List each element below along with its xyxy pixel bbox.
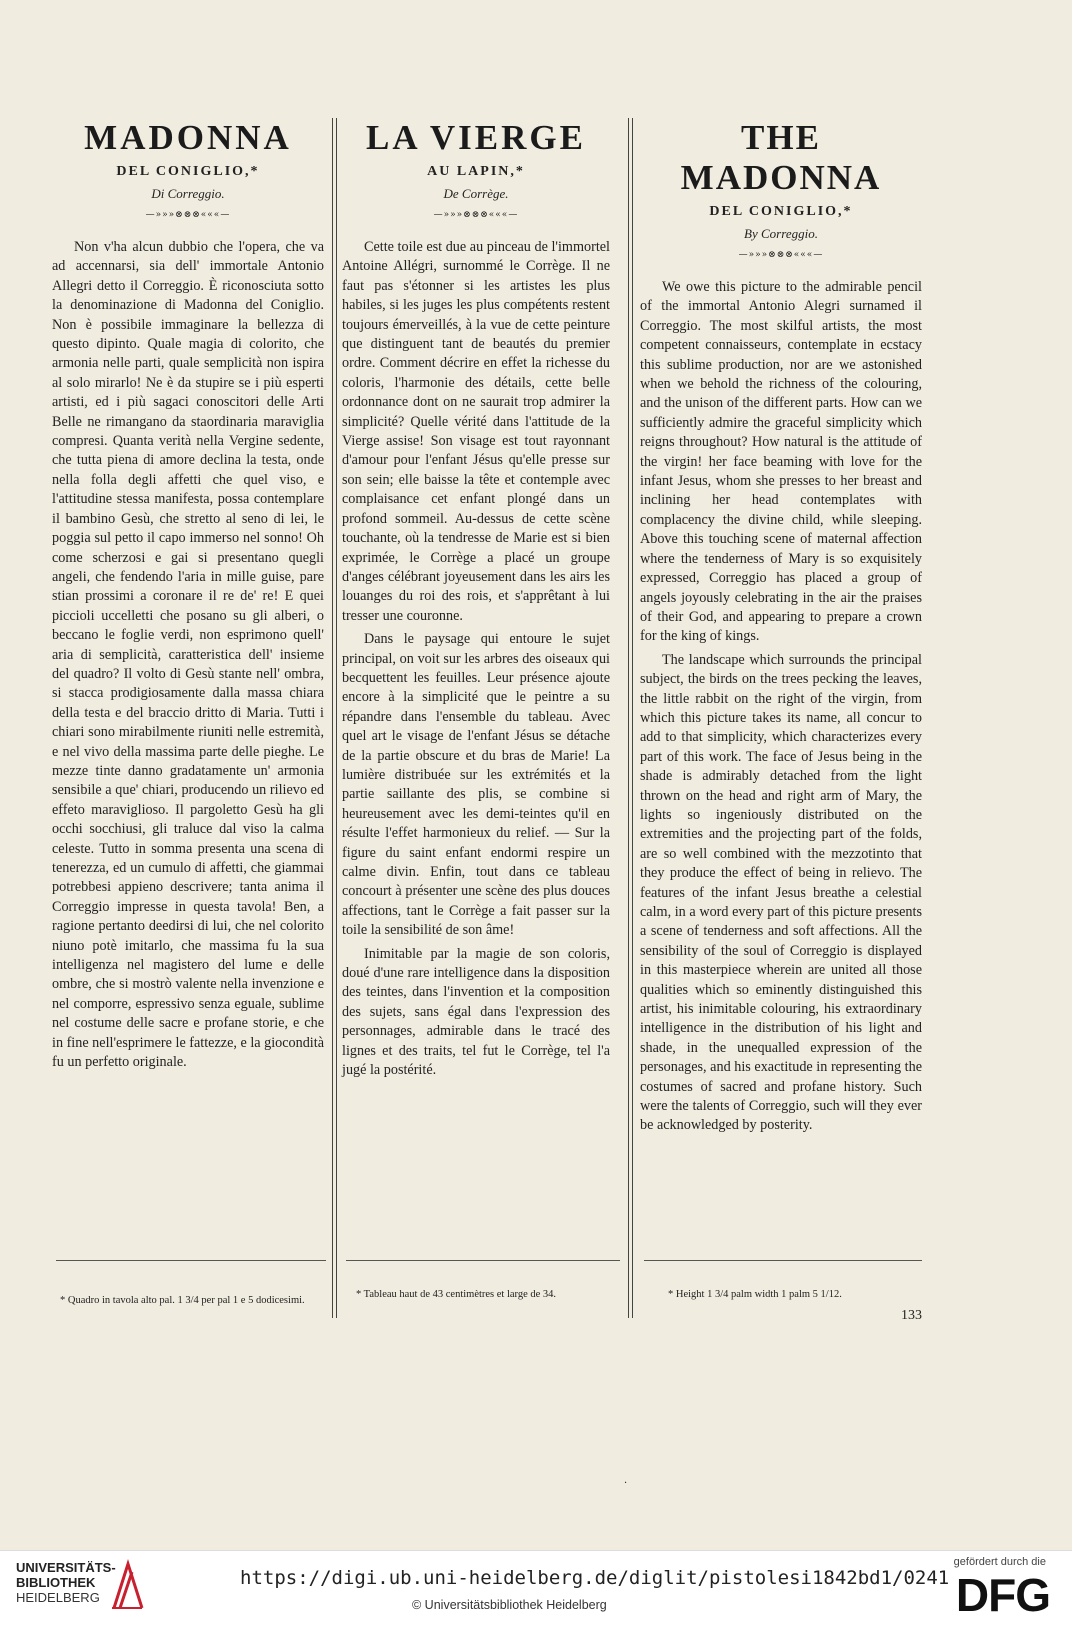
paragraph: Dans le paysage qui entoure le sujet principal, on voit sur les arbres des oiseaux qui becquettent les feuilles. Leur présence ajoute encore à la simplicité que le peintre a su répandre dans l'ensemble du tableau. Avec quel art le visage de l'enfant Jésus se détache de la partie obscure et du bras de Marie! La lumière distribuée sur les extrémités et la partie saillante des plis, se combine si heureusement avec les demi-teintes qu'il en résulte l'effet harmonieux du relief. — Sur la figure du saint enfant endormi respire un calme divin. Enfin, tout dans ce tableau concourt à présenter une scène des plus douces affections, tant le Corrège a fait passer sur la toile la sensibilité de son âme! bbox=[342, 631, 610, 939]
column-byline: De Corrège. bbox=[443, 186, 509, 201]
column-subtitle: AU LAPIN,* bbox=[427, 164, 525, 179]
column-body bbox=[52, 238, 324, 1072]
column-french bbox=[342, 118, 610, 1084]
column-divider bbox=[332, 118, 333, 1318]
column-title: MADONNA bbox=[84, 118, 292, 157]
footnote-rule bbox=[644, 1260, 922, 1261]
paragraph: Non v'ha alcun dubbio che l'opera, che va ad accennarsi, sia dell' immortale Antonio Allegri detto il Correggio. È riconosciuta sotto la denominazione di Madonna del Coniglio. Non è possibile immaginare la bellezza di questo dipinto. Quale magia di colorito, che armonia nelle parti, quale semplicità non ispira al solo mirarlo! Ne è da stupire se i più esperti artisti, ed i più sagaci conoscitori delle Arti Belle ne rimangano da staordinaria maraviglia compresi. Quanta verità nella Vergine sedente, che tutta piena di amore declina la testa, onde nella folla degli affetti che quel viso, e l'attitudine stessa manifesta, possa contemplare il bambino Gesù, che stretto al seno di lei, le poggia sul petto il capo immerso nel sonno! Oh come scherzosi e gai si presentano quegli angeli, che fendendo l'aria in mille guise, pare stian prossimi a coronare il re de' re! E quei piccioli uccelletti che posano su gli alberi, o beccano le foglie verdi, non esprimono quell' aria di semplicità, caratteristica dell' insieme del quadro? Il volto di Gesù stante nell' ombra, si stacca prodigiosamente dalla massa chiara della testa e del braccio dritto di Maria. Tutti i chiari sono mirabilmente riuniti nelle estremità, e nel vivo della massima parte delle pieghe. Le mezze tinte danno gradatamente un' armonia sensibile a que' chiari, producendo un rilievo ed effeto maraviglioso. Il pargoletto Gesù ha gli occhi socchiusi, gli traluce dal viso la calma celeste. Tutto in somma presenta una scena di tenerezza, ed un cumulo di affetti, che giammai potrebbesi appieno descrivere; tanta anima il Correggio impresse in questa tavola! Ben, a ragione pertanto deedirsi di lui, che nel colorito niuno potè imitarlo, che massima fu la sua intelligenza nel magistero del lume e delle ombre, che si mostrò valente nella invenzione e nel comporre, espressivo senza eguale, sublime nel costume delle sacre e profane storie, e che in fine nell'esprimere le fattezze, e la giocondità fu un perfetto originale. bbox=[52, 239, 324, 1071]
paragraph: The landscape which surrounds the principal subject, the birds on the trees pecking the leaves, the little rabbit on the right of the virgin, from which this picture takes its name, all concur to add to that simplicity, which characterizes every part of this work. The face of Jesus being in the shade is admirably detached from the light thrown on the head and right arm of Mary, the lights so ingeniously distributed on the extremities and the projecting part of the folds, are so well combined with the mezzotinto that they produce the effect of being in relievo. The features of the infant Jesus breathe a celestial calm, in a word every part of this picture presents a scene of tenderness and soft affections. All the sensibility of the soul of Correggio is displayed in this masterpiece wherein are united all those qualities which so eminently distinguished this artist, his inimitable colouring, his extraordinary intelligence in the distribution of his light and shade, in the unequalled expression of the personages, and his exactitude in representing the costumes of sacred and profane history. Such were the talents of Correggio, such will they ever be acknowledged by posterity. bbox=[640, 651, 922, 1134]
ornament-divider: —»»»⊗⊗⊗«««— bbox=[738, 250, 824, 260]
paragraph: Inimitable par la magie de son coloris, doué d'une rare intelligence dans la disposition des teintes, dans l'invention et la composition des sujets, sans égal dans l'expression des personnages, admirable dans le tracé des lignes et des traits, tel fut le Corrège, tel l'a jugé la postérité. bbox=[342, 945, 610, 1079]
paragraph: We owe this picture to the admirable pencil of the immortal Antonio Alegri surnamed il Correggio. The most skilful artists, the most competent connaisseurs, contemplate in ecstacy this sublime production, nor are we astonished when we behold the richness of the colouring, and the unison of the different parts. How can we sufficiently admire the graceful simplicity which reigns throughout? How natural is the attitude of the virgin! her face beaming with love for the infant Jesus, whom she presses to her breast and inclining her head contemplates with complacency the divine child, while sleeping. Above this touching scene of maternal affection where the tenderness of Mary is so exquisitely expressed, Correggio has placed a group of angels joyously celebrating in the air the praises of their God, and appearing to prepare a crown for the king of kings. bbox=[640, 279, 922, 645]
column-subtitle: DEL CONIGLIO,* bbox=[116, 164, 260, 179]
column-divider bbox=[632, 118, 633, 1318]
ornament-divider: —»»»⊗⊗⊗«««— bbox=[145, 210, 231, 220]
footnote: * Quadro in tavola alto pal. 1 3/4 per pal 1 e 5 dodicesimi. bbox=[60, 1295, 305, 1306]
column-divider bbox=[336, 118, 337, 1318]
copyright-notice: © Universitätsbibliothek Heidelberg bbox=[412, 1598, 607, 1612]
column-body bbox=[640, 278, 922, 1136]
page-number: 133 bbox=[901, 1308, 922, 1323]
library-name-line: UNIVERSITÄTS- bbox=[16, 1560, 116, 1575]
column-title: THE MADONNA bbox=[680, 118, 882, 197]
library-name-line: BIBLIOTHEK bbox=[16, 1575, 96, 1590]
dfg-logo: DFG bbox=[955, 1569, 1050, 1621]
column-english bbox=[640, 118, 922, 1140]
footnote-rule bbox=[346, 1260, 620, 1261]
footnote: * Tableau haut de 43 centimètres et large de 34. bbox=[356, 1289, 557, 1300]
funding-note: gefördert durch die bbox=[953, 1556, 1046, 1568]
library-name-line: HEIDELBERG bbox=[16, 1590, 100, 1605]
column-italian bbox=[52, 118, 324, 1076]
column-divider bbox=[628, 118, 629, 1318]
column-byline: Di Correggio. bbox=[151, 186, 225, 201]
ornament-divider: —»»»⊗⊗⊗«««— bbox=[433, 210, 519, 220]
permalink-url[interactable]: https://digi.ub.uni-heidelberg.de/diglit/pistolesi1842bd1/0241 bbox=[240, 1567, 950, 1589]
column-body bbox=[342, 238, 610, 1080]
library-name bbox=[16, 1560, 116, 1605]
stray-mark: · bbox=[624, 1478, 628, 1489]
footnote: * Height 1 3/4 palm width 1 palm 5 1/12. bbox=[668, 1289, 842, 1300]
column-subtitle: DEL CONIGLIO,* bbox=[709, 204, 853, 219]
column-title: LA VIERGE bbox=[366, 118, 586, 157]
library-logo-icon bbox=[108, 1558, 146, 1612]
column-byline: By Correggio. bbox=[744, 226, 818, 241]
footnote-rule bbox=[56, 1260, 326, 1261]
paragraph: Cette toile est due au pinceau de l'immortel Antoine Allégri, surnommé le Corrège. Il ne faut pas s'étonner si les artistes les plus habiles, si les juges les plus compétents restent toujours émerveillés, à la vue de cette peinture que distinguent tant de beautés du premier ordre. Comment décrire en effet la richesse du coloris, l'harmonie des détails, cette belle ordonnance dont on ne saurait trop admirer la simplicité? Quelle vérité dans l'attitude de la Vierge assise! Son visage est tout rayonnant d'amour pour l'enfant Jésus qu'elle presse sur son sein; elle baisse la tête et contemple avec complaisance cet enfant plongé dans un profond sommeil. Au-dessus de cette scène touchante, où la tendresse de Marie est si bien exprimée, le Corrège a placé un groupe d'anges célébrant joyeusement dans les airs les louanges du roi des rois, et s'apprêtant à lui tresser une couronne. bbox=[342, 239, 610, 624]
